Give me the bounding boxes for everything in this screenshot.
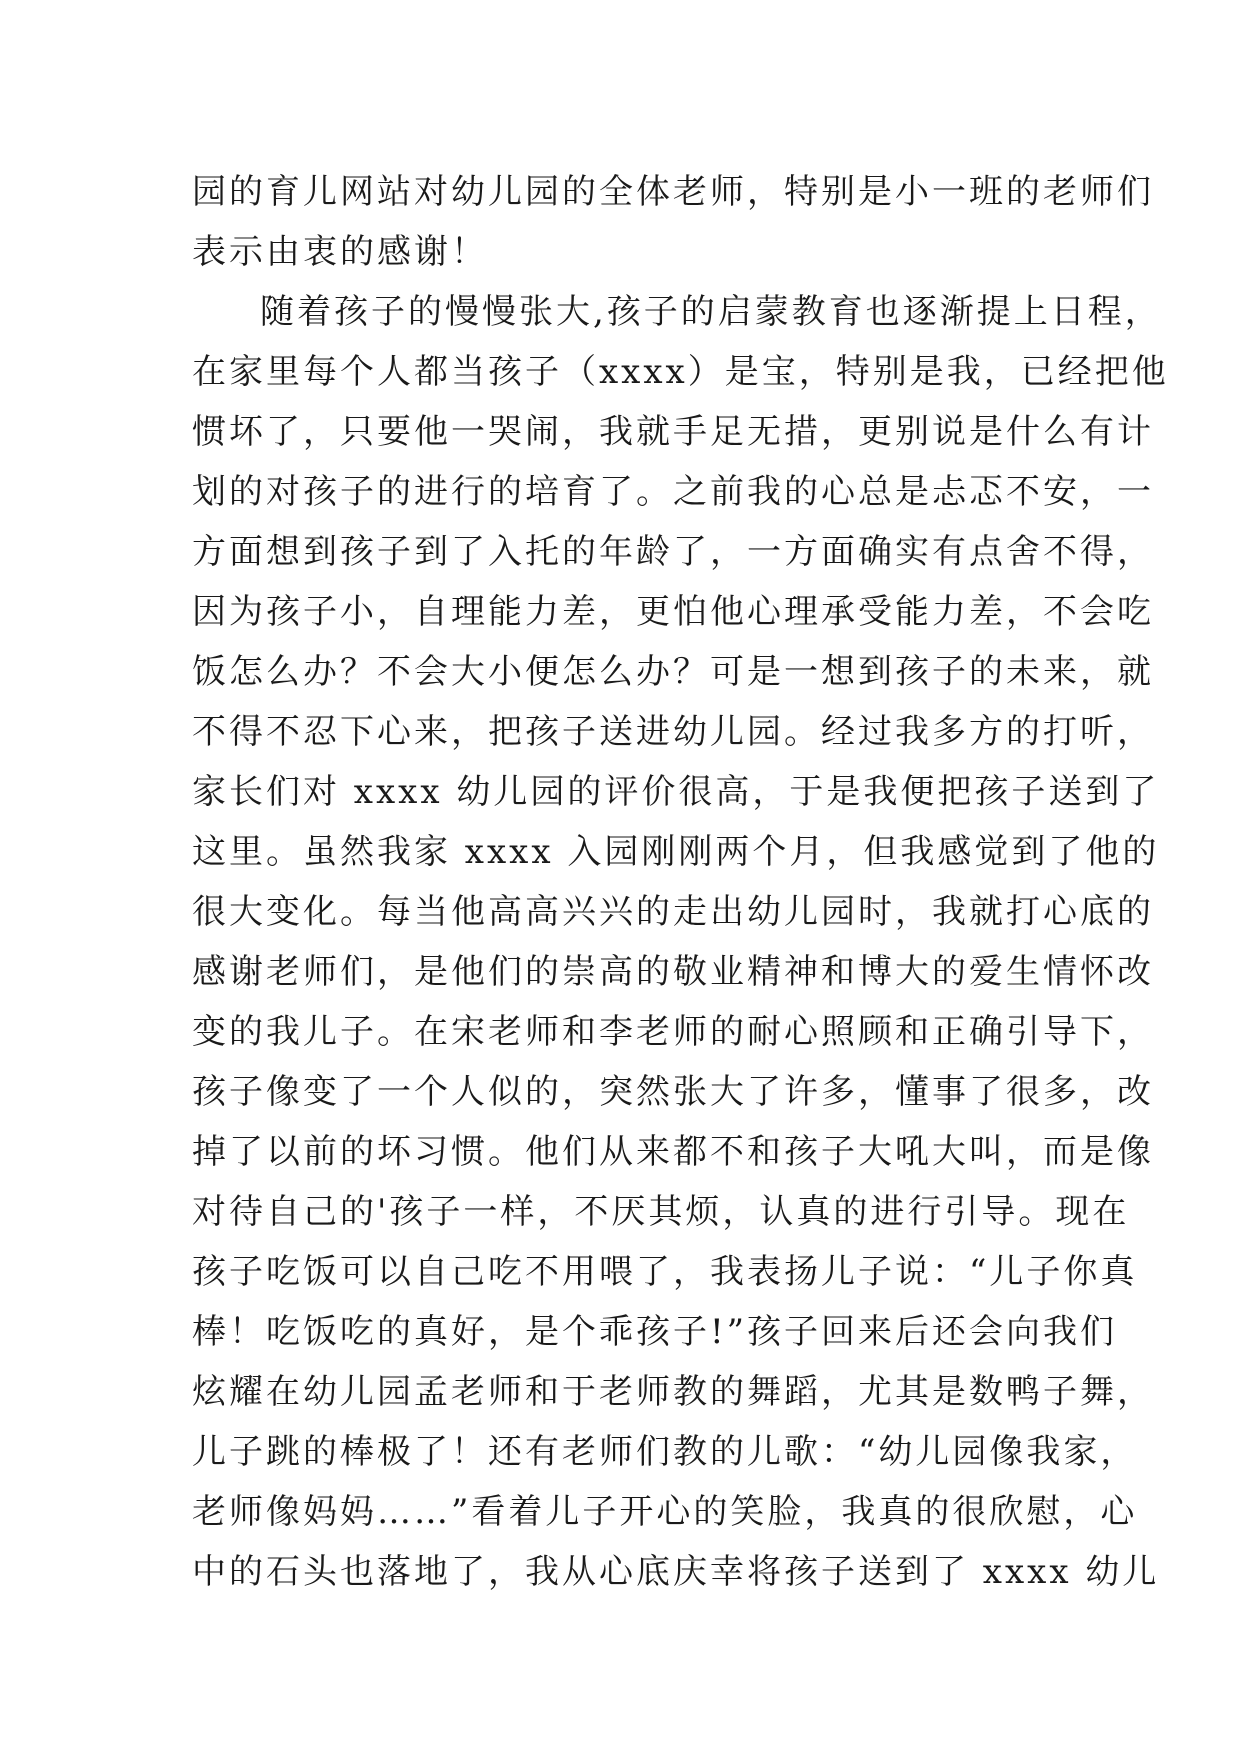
text-line: 掉了以前的坏习惯。他们从来都不和孩子大吼大叫，而是像 bbox=[192, 1132, 1154, 1172]
text-line: 炫耀在幼儿园孟老师和于老师教的舞蹈，尤其是数鸭子舞， bbox=[192, 1372, 1154, 1412]
text-line: 儿子跳的棒极了！还有老师们教的儿歌：“幼儿园像我家， bbox=[192, 1432, 1138, 1472]
text-line: 园的育儿网站对幼儿园的全体老师，特别是小一班的老师们 bbox=[192, 172, 1154, 212]
text-line: 惯坏了，只要他一哭闹，我就手足无措，更别说是什么有计 bbox=[192, 412, 1154, 452]
text-line: 划的对孩子的进行的培育了。之前我的心总是忐忑不安，一 bbox=[192, 472, 1154, 512]
letter-body bbox=[192, 162, 1169, 1602]
text-line: 很大变化。每当他高高兴兴的走出幼儿园时，我就打心底的 bbox=[192, 892, 1154, 932]
text-line: 老师像妈妈……”看着儿子开心的笑脸，我真的很欣慰，心 bbox=[192, 1492, 1138, 1532]
text-line: 孩子像变了一个人似的，突然张大了许多，懂事了很多，改 bbox=[192, 1072, 1154, 1112]
text-line: 家长们对 xxxx 幼儿园的评价很高，于是我便把孩子送到了 bbox=[192, 772, 1160, 812]
text-line: 方面想到孩子到了入托的年龄了，一方面确实有点舍不得， bbox=[192, 532, 1154, 572]
paragraph-start-line: 随着孩子的慢慢张大,孩子的启蒙教育也逐渐提上日程， bbox=[260, 292, 1162, 332]
text-line: 棒！吃饭吃的真好，是个乖孩子!”孩子回来后还会向我们 bbox=[192, 1312, 1118, 1352]
text-line: 表示由衷的感谢！ bbox=[192, 232, 488, 272]
text-line: 孩子吃饭可以自己吃不用喂了，我表扬儿子说：“儿子你真 bbox=[192, 1252, 1138, 1292]
text-line: 中的石头也落地了，我从心底庆幸将孩子送到了 xxxx 幼儿 bbox=[192, 1552, 1160, 1592]
text-line: 变的我儿子。在宋老师和李老师的耐心照顾和正确引导下， bbox=[192, 1012, 1154, 1052]
text-line: 不得不忍下心来，把孩子送进幼儿园。经过我多方的打听， bbox=[192, 712, 1154, 752]
text-line: 饭怎么办？不会大小便怎么办？可是一想到孩子的未来，就 bbox=[192, 652, 1154, 692]
text-line: 感谢老师们，是他们的崇高的敬业精神和博大的爱生情怀改 bbox=[192, 952, 1154, 992]
text-line: 因为孩子小，自理能力差，更怕他心理承受能力差，不会吃 bbox=[192, 592, 1154, 632]
text-line: 对待自己的'孩子一样，不厌其烦，认真的进行引导。现在 bbox=[192, 1192, 1130, 1232]
text-line: 这里。虽然我家 xxxx 入园刚刚两个月，但我感觉到了他的 bbox=[192, 832, 1160, 872]
text-line: 在家里每个人都当孩子（xxxx）是宝，特别是我，已经把他 bbox=[192, 352, 1169, 392]
